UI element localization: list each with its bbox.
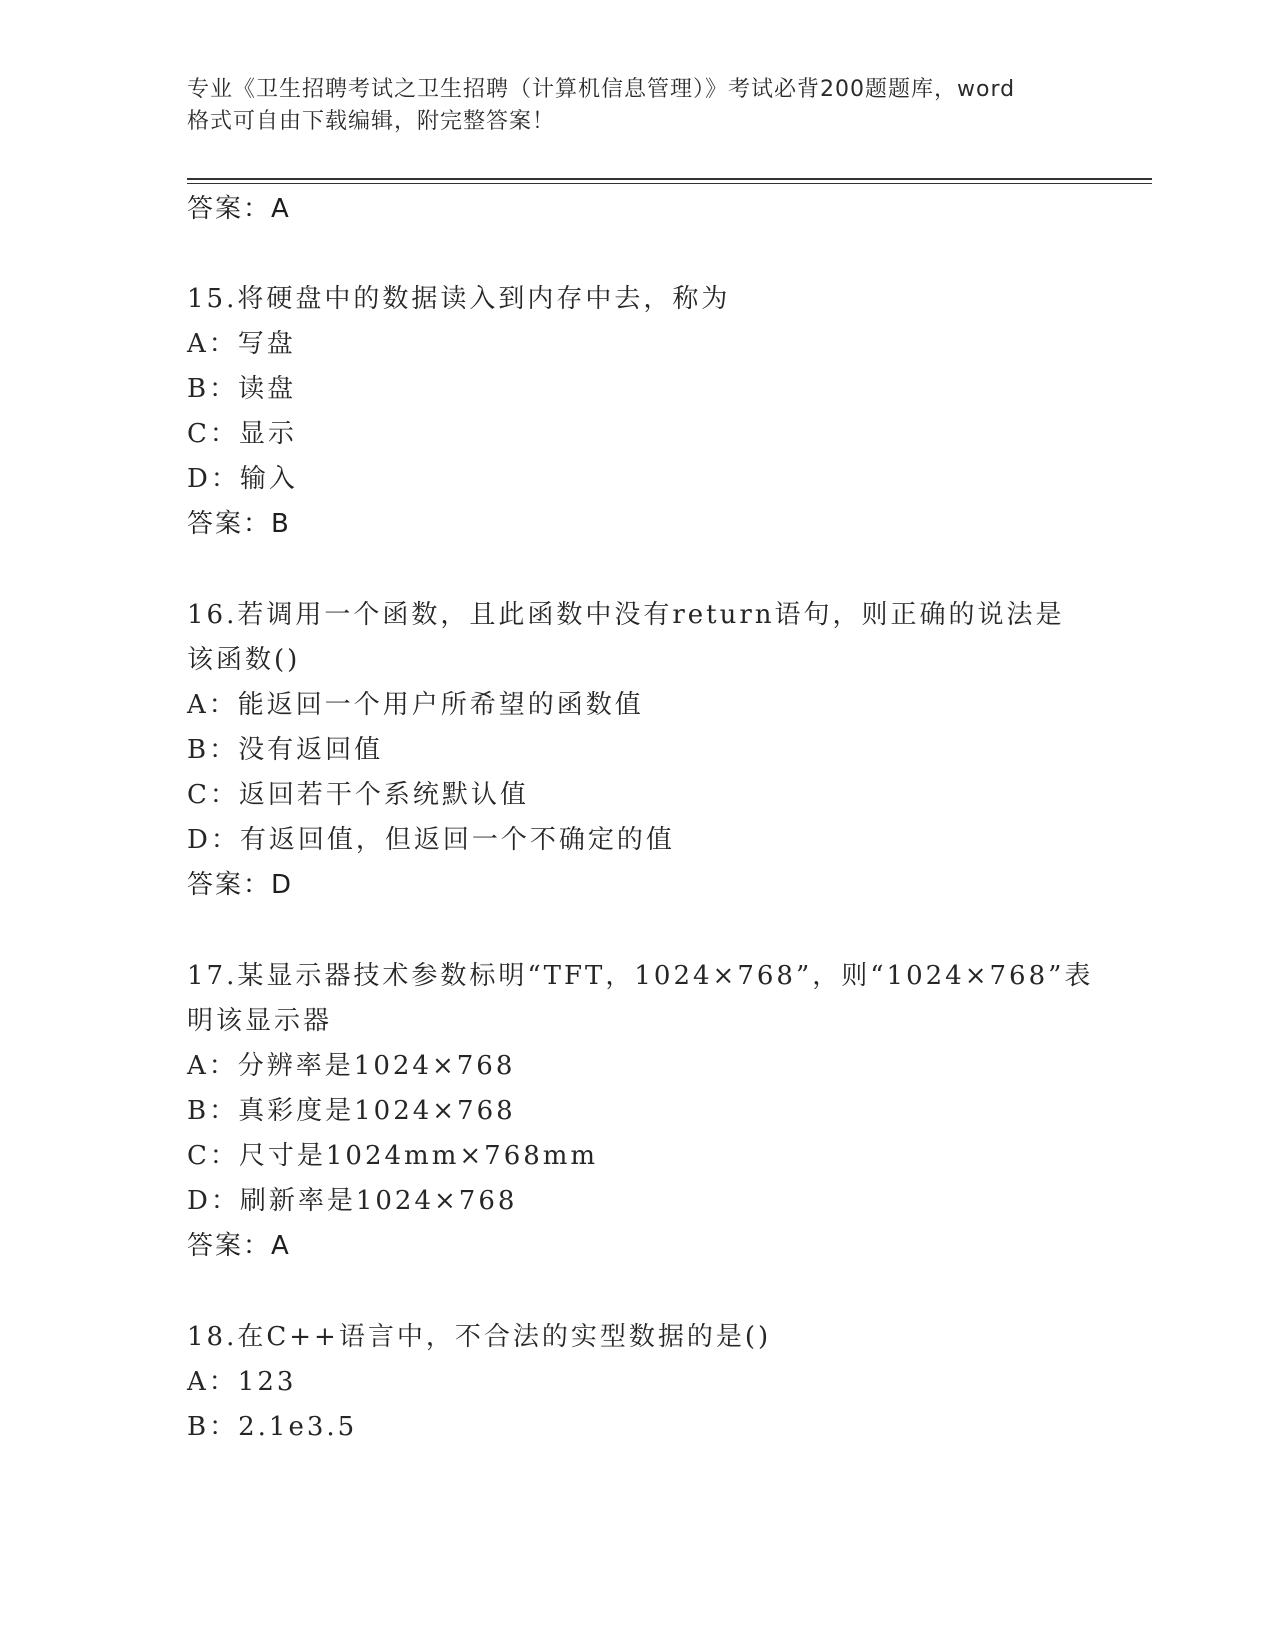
question-15-option-a: A：写盘 bbox=[187, 329, 296, 359]
header-rule-thin bbox=[187, 183, 1152, 184]
header-line-1: 专业《卫生招聘考试之卫生招聘（计算机信息管理）》考试必背200题题库，word bbox=[187, 77, 1016, 102]
question-17-option-d: D：刷新率是1024×768 bbox=[187, 1186, 518, 1216]
header-line-2: 格式可自由下载编辑，附完整答案！ bbox=[187, 109, 556, 134]
question-16-option-a: A：能返回一个用户所希望的函数值 bbox=[187, 690, 644, 720]
question-17-option-a: A：分辨率是1024×768 bbox=[187, 1051, 516, 1081]
answer-previous: 答案：A bbox=[187, 194, 291, 224]
question-15-option-b: B：读盘 bbox=[187, 374, 297, 404]
question-15-option-d: D：输入 bbox=[187, 464, 298, 494]
header-rule-thick bbox=[187, 178, 1152, 180]
question-17-stem-line-1: 17.某显示器技术参数标明“TFT，1024×768”，则“1024×768”表 bbox=[187, 961, 1094, 991]
question-15-option-c: C：显示 bbox=[187, 419, 297, 449]
question-16-option-b: B：没有返回值 bbox=[187, 735, 384, 765]
question-15-answer: 答案：B bbox=[187, 509, 291, 539]
question-17-answer: 答案：A bbox=[187, 1231, 291, 1261]
question-18-option-b: B：2.1e3.5 bbox=[187, 1412, 358, 1442]
question-18-option-a: A：123 bbox=[187, 1367, 297, 1397]
question-18-stem: 18.在C++语言中，不合法的实型数据的是() bbox=[187, 1322, 772, 1352]
question-17-option-c: C：尺寸是1024mm×768mm bbox=[187, 1141, 599, 1171]
question-17-option-b: B：真彩度是1024×768 bbox=[187, 1096, 516, 1126]
question-16-answer: 答案：D bbox=[187, 870, 294, 900]
question-15-stem: 15.将硬盘中的数据读入到内存中去，称为 bbox=[187, 284, 731, 314]
question-16-stem-line-2: 该函数() bbox=[187, 645, 301, 675]
question-16-option-d: D：有返回值，但返回一个不确定的值 bbox=[187, 825, 675, 855]
document-header bbox=[187, 74, 1087, 138]
question-16-stem-line-1: 16.若调用一个函数，且此函数中没有return语句，则正确的说法是 bbox=[187, 600, 1065, 630]
question-16-option-c: C：返回若干个系统默认值 bbox=[187, 780, 529, 810]
question-17-stem-line-2: 明该显示器 bbox=[187, 1006, 333, 1036]
